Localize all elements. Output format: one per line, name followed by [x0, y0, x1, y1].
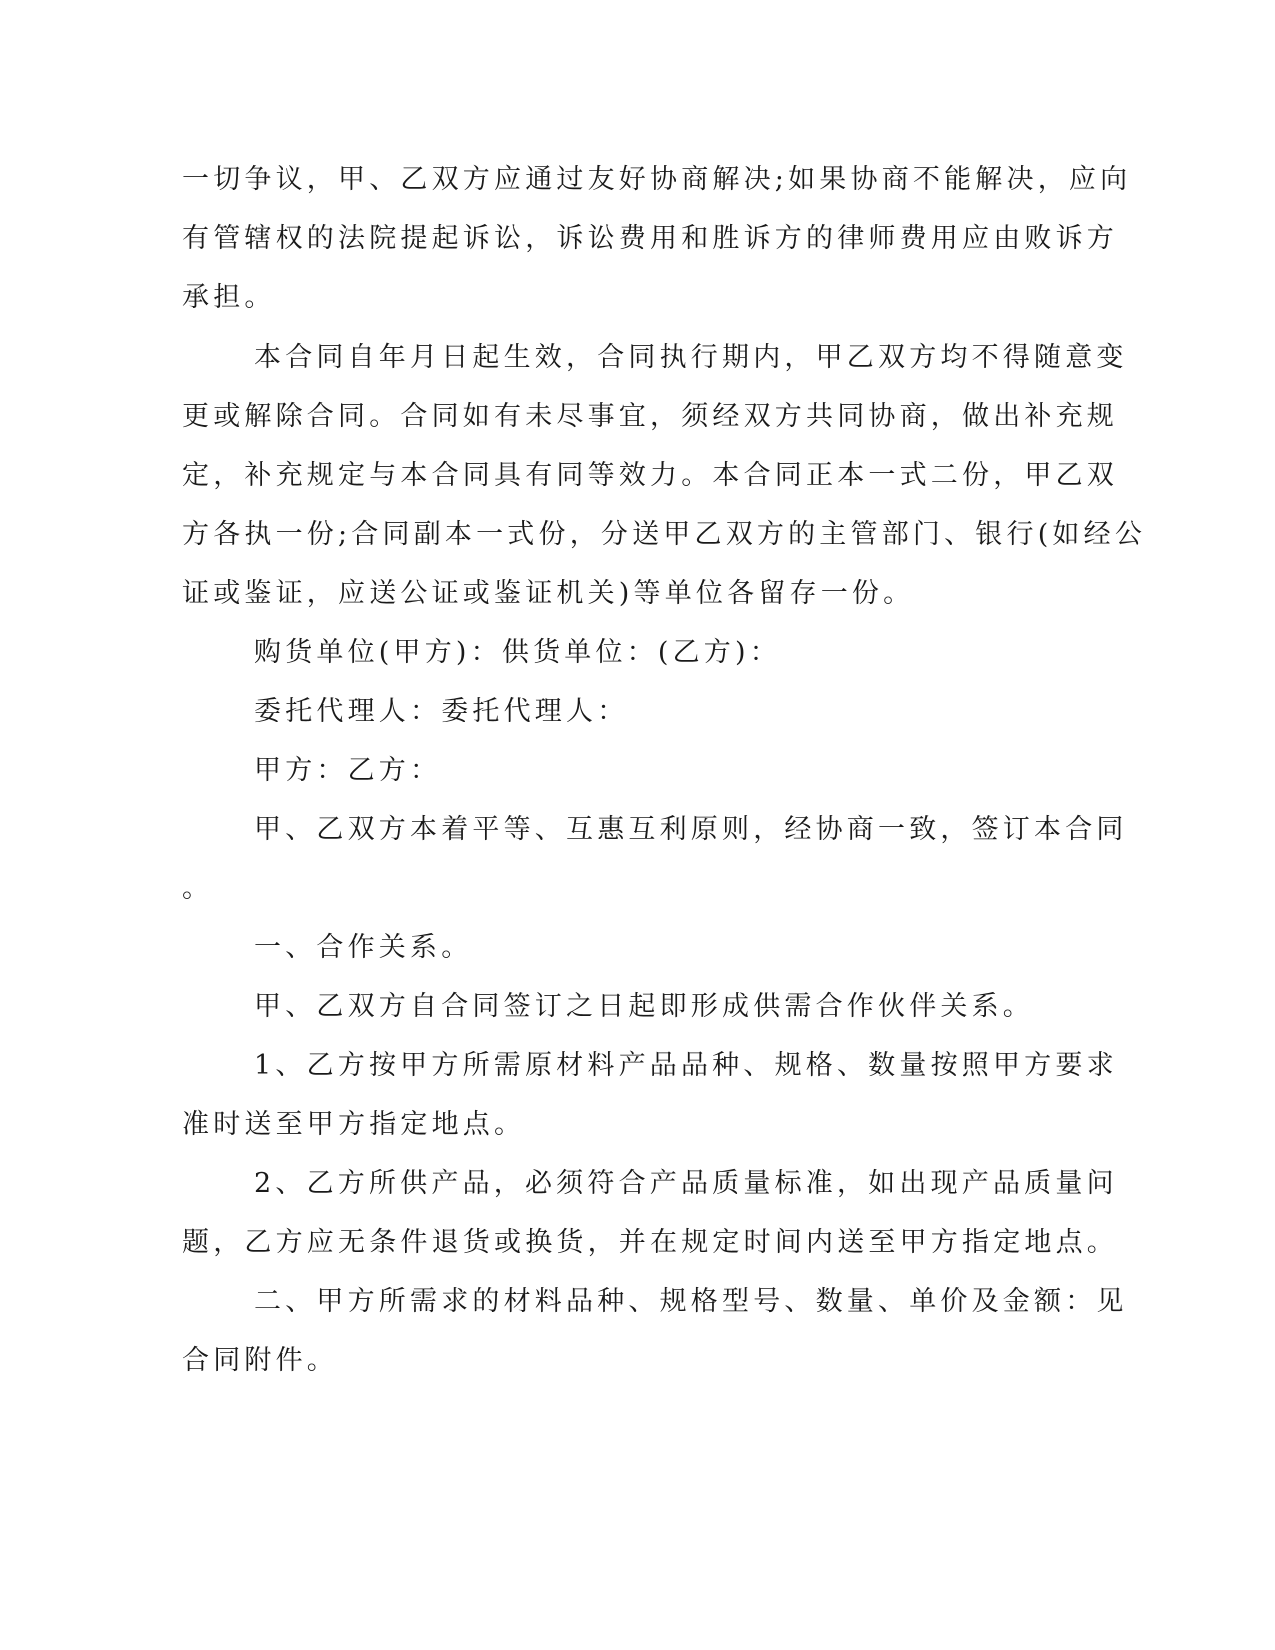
text-line: 定，补充规定与本合同具有同等效力。本合同正本一式二份，甲乙双: [182, 460, 1118, 491]
text-line: 承担。: [182, 282, 276, 313]
section-heading: 二、甲方所需求的材料品种、规格型号、数量、单价及金额：见: [254, 1286, 1128, 1317]
text-line: 。: [182, 873, 214, 904]
text-line: 一切争议，甲、乙双方应通过友好协商解决;如果协商不能解决，应向: [182, 164, 1132, 195]
text-line: 有管辖权的法院提起诉讼，诉讼费用和胜诉方的律师费用应由败诉方: [182, 223, 1118, 254]
text-line: 更或解除合同。合同如有未尽事宜，须经双方共同协商，做出补充规: [182, 401, 1118, 432]
paragraph-start-line: 本合同自年月日起生效，合同执行期内，甲乙双方均不得随意变: [254, 342, 1128, 373]
clause-1-line: 1、乙方按甲方所需原材料产品品种、规格、数量按照甲方要求: [254, 1050, 1118, 1081]
text-line: 准时送至甲方指定地点。: [182, 1109, 526, 1140]
text-line: 方各执一份;合同副本一式份，分送甲乙双方的主管部门、银行(如经公: [182, 519, 1147, 550]
text-line: 证或鉴证，应送公证或鉴证机关)等单位各留存一份。: [182, 578, 915, 609]
party-line: 甲方：乙方：: [254, 755, 442, 786]
buyer-supplier-line: 购货单位(甲方)：供货单位：(乙方)：: [254, 637, 781, 668]
agent-line: 委托代理人：委托代理人：: [254, 696, 629, 727]
paragraph-start-line: 甲、乙双方本着平等、互惠互利原则，经协商一致，签订本合同: [254, 814, 1128, 845]
text-line: 题，乙方应无条件退货或换货，并在规定时间内送至甲方指定地点。: [182, 1227, 1118, 1258]
text-line: 合同附件。: [182, 1345, 338, 1376]
section-heading: 一、合作关系。: [254, 932, 473, 963]
clause-2-line: 2、乙方所供产品，必须符合产品质量标准，如出现产品质量问: [254, 1168, 1118, 1199]
paragraph-start-line: 甲、乙双方自合同签订之日起即形成供需合作伙伴关系。: [254, 991, 1034, 1022]
